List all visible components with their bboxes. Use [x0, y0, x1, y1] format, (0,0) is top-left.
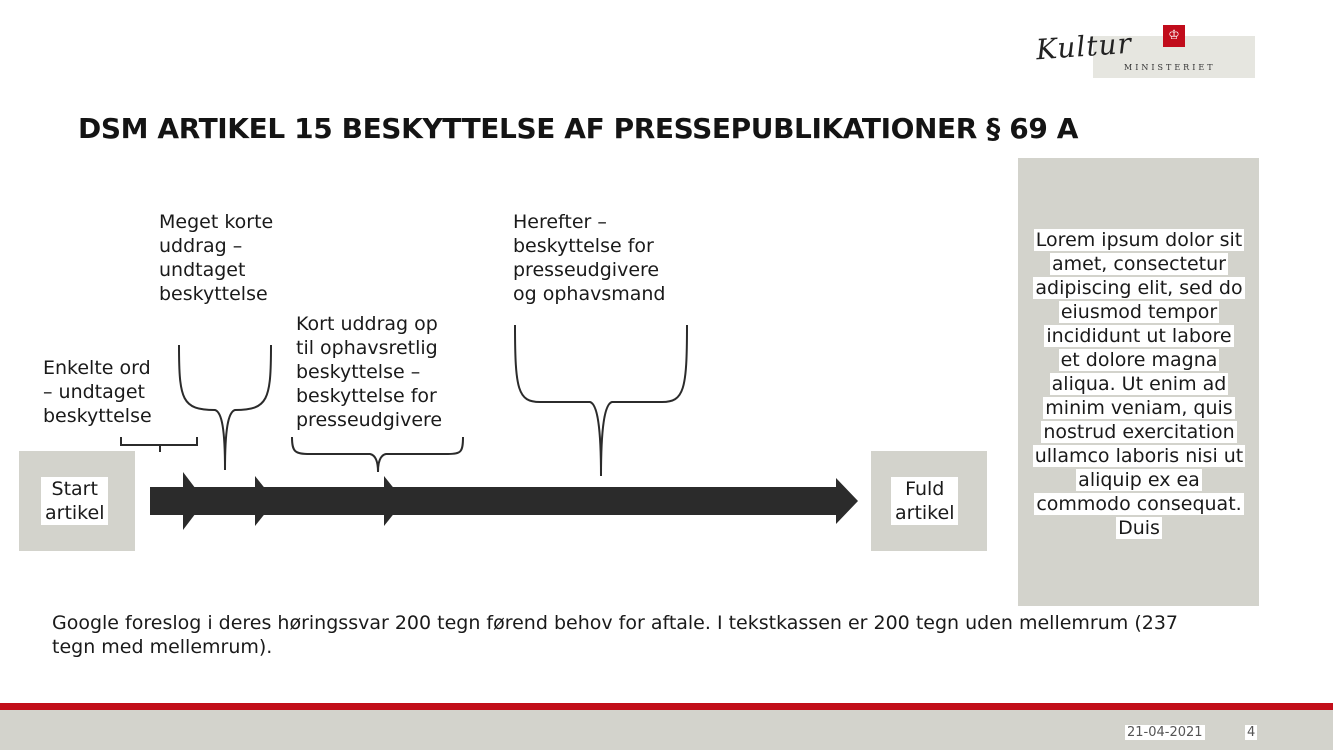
- bracket-1-line-1: Enkelte ord: [43, 357, 151, 379]
- lorem-line-12: commodo consequat.: [1036, 493, 1242, 515]
- end-label-line-2: artikel: [895, 502, 955, 524]
- lorem-line-6: et dolore magna: [1060, 349, 1218, 371]
- footnote-text: Google foreslog i deres høringssvar 200 tegn førend behov for aftale. I tekstkassen er 200 tegn uden mellemrum (237 tegn med mellemrum).: [52, 612, 1179, 658]
- page-number: 4: [1247, 725, 1256, 740]
- bracket-3-line-3: beskyttelse –: [296, 361, 421, 383]
- bracket-3: [292, 437, 463, 472]
- bracket-1: [121, 437, 197, 452]
- side-panel-text: [1025, 228, 1253, 540]
- bracket-3-line-2: til ophavsretlig: [296, 337, 438, 359]
- arrow-chevron-1: [183, 472, 205, 530]
- bracket-4-line-3: presseudgivere: [513, 259, 660, 281]
- lorem-line-5: incididunt ut labore: [1046, 325, 1232, 347]
- bracket-4-line-1: Herefter –: [513, 211, 607, 233]
- bracket-4-label: [513, 210, 666, 306]
- bracket-3-line-5: presseudgivere: [296, 409, 443, 431]
- start-label-line-2: artikel: [45, 502, 105, 524]
- arrow-chevron-2: [255, 476, 275, 526]
- lorem-line-2: amet, consectetur: [1052, 253, 1226, 275]
- end-label-line-1: Fuld: [905, 478, 945, 500]
- crown-icon: ♔: [1163, 25, 1185, 47]
- bracket-2-label: [159, 210, 273, 306]
- bracket-2-line-4: beskyttelse: [159, 283, 268, 305]
- bracket-2-line-2: uddrag –: [159, 235, 243, 257]
- bracket-3-line-4: beskyttelse for: [296, 385, 437, 407]
- lorem-line-11: aliquip ex ea: [1078, 469, 1200, 491]
- lorem-line-7: aliqua. Ut enim ad: [1051, 373, 1227, 395]
- lorem-line-4: eiusmod tempor: [1060, 301, 1218, 323]
- bracket-2: [179, 345, 271, 470]
- start-label-line-1: Start: [51, 478, 98, 500]
- bracket-2-line-1: Meget korte: [159, 211, 274, 233]
- bracket-4-line-2: beskyttelse for: [513, 235, 654, 257]
- lorem-line-8: minim veniam, quis: [1045, 397, 1233, 419]
- bracket-3-label: [296, 312, 442, 432]
- bracket-3-line-1: Kort uddrag op: [296, 313, 438, 335]
- lorem-line-9: nostrud exercitation: [1043, 421, 1235, 443]
- bracket-1-label: [43, 356, 152, 428]
- logo-script-text: Kultur: [1034, 26, 1134, 67]
- arrow-chevron-3: [384, 476, 404, 526]
- lorem-line-10: ullamco laboris nisi ut: [1034, 445, 1244, 467]
- lorem-line-3: adipiscing elit, sed do: [1035, 277, 1243, 299]
- bracket-1-line-2: – undtaget: [43, 381, 145, 403]
- bracket-2-line-3: undtaget: [159, 259, 246, 281]
- bracket-1-line-3: beskyttelse: [43, 405, 152, 427]
- footer-accent-line: [0, 703, 1333, 710]
- bracket-4: [515, 325, 687, 476]
- bracket-4-line-4: og ophavsmand: [513, 283, 666, 305]
- logo-subtitle: MINISTERIET: [1124, 63, 1216, 72]
- lorem-line-13: Duis: [1118, 517, 1160, 539]
- page-title: DSM ARTIKEL 15 BESKYTTELSE AF PRESSEPUBLIKATIONER § 69 A: [78, 112, 1079, 145]
- lorem-line-1: Lorem ipsum dolor sit: [1035, 229, 1243, 251]
- footer-date: 21-04-2021: [1127, 725, 1203, 740]
